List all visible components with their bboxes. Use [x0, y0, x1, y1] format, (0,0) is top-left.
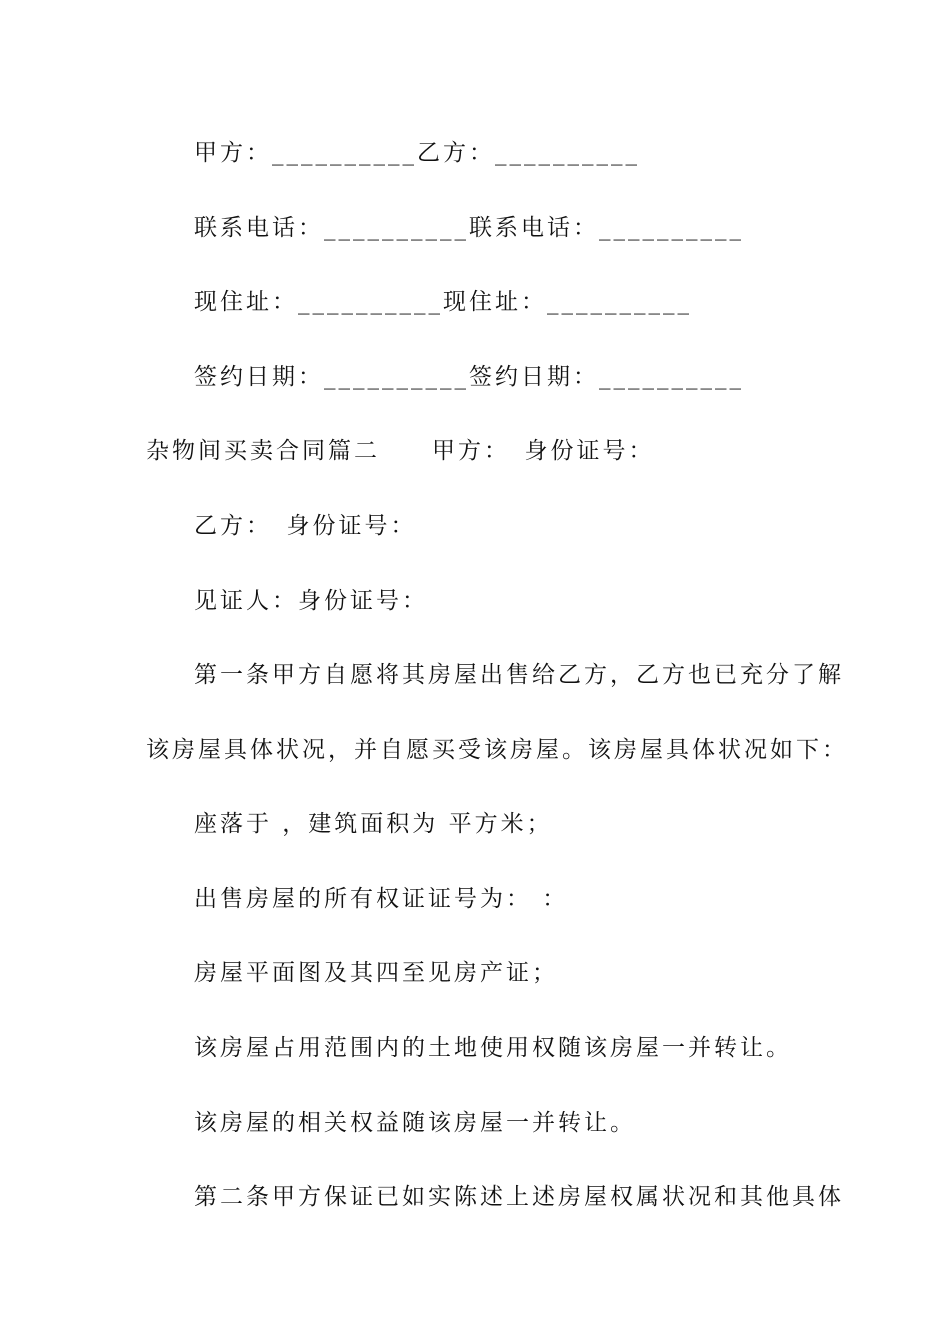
- land-use-line: 该房屋占用范围内的土地使用权随该房屋一并转让。: [194, 1035, 792, 1061]
- party-b-id-line: 乙方： 身份证号：: [194, 513, 417, 539]
- section-heading-line: 杂物间买卖合同篇二 甲方： 身份证号：: [146, 438, 655, 464]
- witness-id-line: 见证人：身份证号：: [194, 588, 428, 614]
- article-one-line-1: 第一条甲方自愿将其房屋出售给乙方，乙方也已充分了解: [194, 662, 844, 688]
- floor-plan-line: 房屋平面图及其四至见房产证；: [194, 960, 558, 986]
- article-two-line-1: 第二条甲方保证已如实陈述上述房屋权属状况和其他具体: [194, 1184, 844, 1210]
- related-rights-line: 该房屋的相关权益随该房屋一并转让。: [194, 1110, 636, 1136]
- sign-date-line: 签约日期：__________签约日期：__________: [194, 364, 744, 390]
- party-line: 甲方：__________乙方：__________: [194, 140, 640, 166]
- phone-line: 联系电话：__________联系电话：__________: [194, 215, 744, 241]
- article-one-line-2: 该房屋具体状况，并自愿买受该房屋。该房屋具体状况如下：: [146, 737, 848, 763]
- certificate-line: 出售房屋的所有权证证号为： ：: [194, 886, 569, 912]
- address-line: 现住址：__________现住址：__________: [194, 289, 692, 315]
- location-area-line: 座落于 ，建筑面积为 平方米；: [194, 811, 553, 837]
